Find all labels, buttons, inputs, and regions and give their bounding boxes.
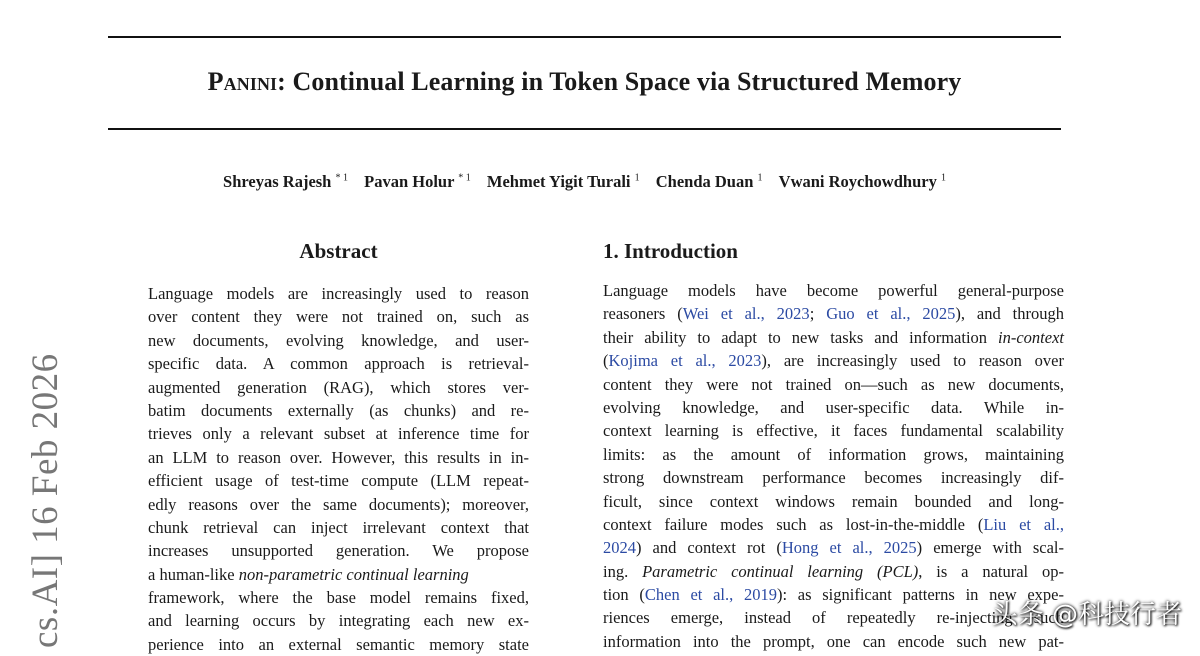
abstract-line: increases unsupported generation. We propose — [148, 541, 529, 561]
author: Vwani Roychowdhury $^1$ — [778, 172, 946, 191]
abstract-line: augmented generation (RAG), which stores ver- — [148, 377, 529, 397]
abstract-line: over content they were not trained on, such as — [148, 307, 529, 327]
author: Pavan Holur $^{* 1}$ — [364, 172, 471, 191]
abstract-line: framework, where the base model remains fixed, — [148, 588, 529, 608]
author-list — [108, 172, 1061, 192]
abstract-line: edly reasons over the same documents); moreover, — [148, 494, 529, 514]
abstract-line: and learning occurs by integrating each new ex- — [148, 611, 529, 631]
arxiv-stamp: cs.AI] 16 Feb 2026 — [25, 353, 66, 648]
citation-link[interactable]: Wei et al., 2023 — [682, 304, 810, 324]
author: Chenda Duan $^1$ — [655, 172, 763, 191]
abstract-line: specific data. A common approach is retrieval- — [148, 354, 529, 374]
abstract-body — [148, 282, 529, 656]
abstract-line: perience into an external semantic memory state — [148, 634, 529, 654]
abstract-line: efficient usage of test-time compute (LLM repeat- — [148, 471, 529, 491]
title-top-rule — [108, 36, 1061, 38]
citation-link[interactable]: Chen et al., 2019 — [644, 585, 777, 605]
citation-link[interactable]: Liu et al., — [983, 514, 1064, 534]
author: Shreyas Rajesh $^{* 1}$ — [223, 172, 348, 191]
paper-title — [108, 67, 1061, 97]
citation-link[interactable]: Kojima et al., 2023 — [608, 351, 762, 371]
section-heading: 1. Introduction — [603, 239, 738, 263]
watermark: 头条 @科技行者 — [991, 600, 1182, 630]
abstract-line: an LLM to reason over. However, this results in in- — [148, 447, 529, 467]
abstract-line: Language models are increasingly used to reason — [148, 284, 529, 303]
title-bottom-rule — [108, 128, 1061, 130]
title-rest: : Continual Learning in Token Space via Structured Memory — [277, 67, 962, 96]
citation-link[interactable]: Hong et al., 2025 — [781, 538, 917, 558]
citation-link[interactable]: Guo et al., 2025 — [826, 304, 956, 324]
author: Mehmet Yigit Turali $^1$ — [486, 172, 640, 191]
abstract-line: chunk retrieval can inject irrelevant context that — [148, 517, 529, 537]
introduction-body: Language models have become powerful general-purpose reasoners (Wei et al., 2023; Guo et al., 2025), and through their ability to adapt to new tasks and information in-context (Kojima et al., 2023), are increasingly used to reason over content they were not trained on—such as new documents, evolving knowledge, and user-specific data. While in- context learning is effective, it faces fundamental scalability limits: as the amount of information grows, maintaining strong downstream performance becomes increasingly dif- ficult, since context windows remain bounded and long- context failure modes such as lost-in-the-middle (Liu et al., 2024) and context rot (Hong et al., 2025) emerge with scal- ing. Parametric continual learning (PCL), is a natural op- tion (Chen et al., 2019): as significant patterns in new expe- riences emerge, instead of repeatedly re-injecting such information into the prompt, one can encode such new pat- — [603, 281, 1065, 651]
abstract-italic-phrase: non-parametric continual learning — [238, 564, 469, 584]
title-smallcaps: Panini — [207, 67, 278, 96]
citation-link[interactable]: 2024 — [603, 538, 636, 558]
abstract-line: batim documents externally (as chunks) and re- — [148, 400, 529, 420]
abstract-line: trieves only a relevant subset at inference time for — [148, 424, 529, 444]
abstract-heading: Abstract — [299, 239, 378, 263]
abstract-line: a human-like non-parametric continual learning — [148, 564, 469, 584]
abstract-line: new documents, evolving knowledge, and user- — [148, 330, 529, 350]
